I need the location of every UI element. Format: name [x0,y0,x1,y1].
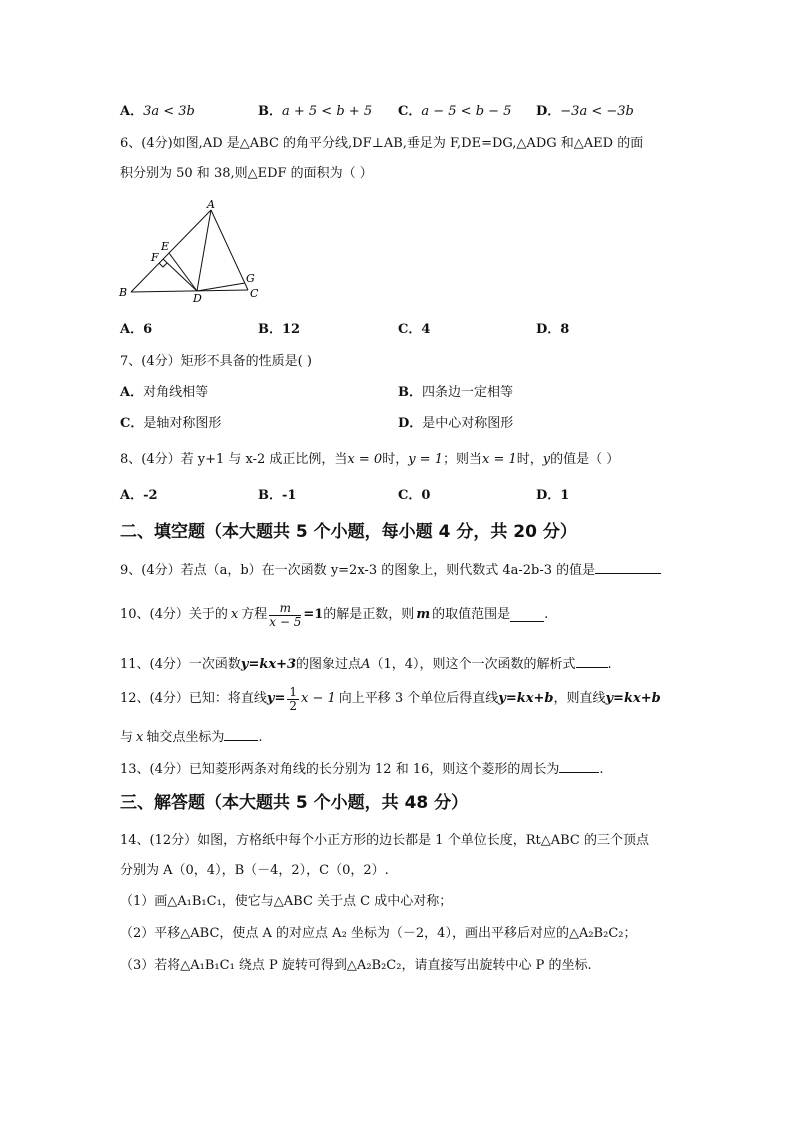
q6-option-d [536,322,569,338]
q5-option-d [536,104,634,120]
q8-stem-a: 8、(4分）若 y+1 与 x-2 成正比例，当 [120,452,348,467]
option-text: -1 [282,488,297,503]
segment-ac [211,210,248,290]
q12-y-eq: y= [266,691,286,706]
q8-cond-3: x = 1 [482,452,517,467]
q11-func: y=kx+3 [240,657,297,672]
q9-answer-blank[interactable] [595,561,661,574]
q7-option-b [398,385,513,401]
label-e: E [161,240,170,253]
q13 [120,760,604,778]
q9-text: 9、(4分）若点（a，b）在一次函数 y=2x-3 的图象上，则代数式 4a-2b-3 的值是 [120,563,596,578]
q8-cond-2: y = 1 [408,452,443,467]
label-d: D [193,292,202,303]
q10-fraction [269,602,301,629]
q8-stem-e: 的值是（ ） [550,452,620,467]
q14-line2: 分别为 A（0，4），B（－4，2），C（0，2）. [120,863,389,878]
q13-end: . [599,762,604,777]
q12-line-1: y=kx+b [498,691,554,706]
q10-var-x: x [230,607,239,622]
q8-stem-b: 时， [382,452,409,467]
q10-pre: 10、(4分）关于的 [120,607,228,622]
option-text: 8 [560,322,570,337]
q8-stem-c: ；则当 [442,452,482,467]
q11-answer-blank[interactable] [576,655,608,668]
q11 [120,655,612,673]
q9 [120,561,661,579]
q12-denominator: 2 [289,698,297,713]
q11-pre: 11、(4分）一次函数 [120,657,241,672]
option-label: B． [258,322,282,337]
q10-end: . [544,607,549,622]
q8-option-c [398,488,430,504]
option-text: 1 [560,488,570,503]
q12-answer-blank[interactable] [224,728,258,741]
q10-mid: 方程 [241,607,268,622]
q5-option-c [398,104,511,120]
q12-rest: x − 1 [300,691,336,706]
option-text: -2 [143,488,158,503]
option-label: A． [120,488,144,503]
q10-var-m: m [416,607,431,622]
option-label: D． [536,104,561,119]
option-expr: a − 5 < b − 5 [421,104,512,119]
section-3-title: 三、解答题（本大题共 5 个小题，共 48 分） [120,793,469,813]
option-label: A． [120,385,144,400]
label-a: A [207,198,215,211]
option-label: A． [120,104,144,119]
label-b: B [119,286,128,299]
segment-bc [131,290,248,292]
section-2-title: 二、填空题（本大题共 5 个小题，每小题 4 分，共 20 分） [120,522,577,542]
q11-coords: （1，4），则这个一次函数的解析式 [370,657,576,672]
q12-line2-x: x [136,730,144,745]
q10-post-b: 的取值范围是 [432,607,511,622]
q5-option-b [258,104,372,120]
q14-sub2: （2）平移△ABC，使点 A 的对应点 A₂ 坐标为（－2，4），画出平移后对应的△A₂B₂C₂； [120,926,637,941]
q6-option-b [258,322,300,338]
q10 [120,598,548,632]
option-label: D． [536,322,561,337]
option-label: B． [398,385,422,400]
option-text: 是轴对称图形 [143,416,222,431]
q7-option-c [120,416,221,432]
option-label: D． [536,488,561,503]
option-label: C． [398,104,422,119]
q12-line2-post: 轴交点坐标为 [146,730,225,745]
q12-line-2: y=kx+b [605,691,661,706]
q12-end: . [258,730,263,745]
q8-cond-1: x = 0 [347,452,383,467]
option-text: 是中心对称图形 [422,416,514,431]
q12-line2-pre: 与 [120,730,134,745]
q10-answer-blank[interactable] [510,609,544,622]
q12-line1 [120,682,661,716]
option-label: C． [398,488,422,503]
q8-stem-d: 时， [516,452,543,467]
segment-de [169,253,197,291]
q12-line2 [120,728,263,746]
option-label: B． [258,104,282,119]
q13-text: 13、(4分）已知菱形两条对角线的长分别为 12 和 16，则这个菱形的周长为 [120,762,560,777]
q6-stem-line1: 6、(4分)如图,AD 是△ABC 的角平分线,DF⊥AB,垂足为 F,DE=DG,△ADG 和△AED 的面 [120,136,644,151]
option-text: 对角线相等 [143,385,209,400]
option-expr: 3a < 3b [143,104,195,119]
q6-option-c [398,322,430,338]
q8-option-a [120,488,158,504]
segment-df [163,259,197,291]
option-text: 12 [282,322,301,337]
q8-option-b [258,488,296,504]
option-text: 四条边一定相等 [422,385,514,400]
q13-answer-blank[interactable] [559,760,599,773]
q12-numerator: 1 [289,684,297,699]
q5-option-a [120,104,195,120]
option-label: B． [258,488,282,503]
q8-stem [120,452,619,468]
label-c: C [250,287,259,300]
option-text: 4 [421,322,431,337]
q6-option-a [120,322,152,338]
option-label: A． [120,322,144,337]
q14-sub1: （1）画△A₁B₁C₁，使它与△ABC 关于点 C 成中心对称； [120,894,453,909]
option-expr: a + 5 < b + 5 [282,104,373,119]
q12-mid: 向上平移 3 个单位后得直线 [338,691,499,706]
option-expr: −3a < −3b [560,104,634,119]
q6-stem-line2: 积分别为 50 和 38,则△EDF 的面积为（ ） [120,166,373,181]
option-text: 0 [421,488,431,503]
option-label: C． [398,322,422,337]
q12-mid2: ，则直线 [553,691,606,706]
q11-mid: 的图象过点 [296,657,362,672]
q14-sub3: （3）若将△A₁B₁C₁ 绕点 P 旋转可得到△A₂B₂C₂，请直接写出旋转中心 P 的坐标. [120,958,592,973]
q8-option-d [536,488,569,504]
q10-post-a: 的解是正数，则 [323,607,415,622]
q11-end: . [607,657,612,672]
q10-numerator: m [269,602,301,616]
q10-eq: =1 [303,607,324,622]
q10-denominator: x − 5 [269,614,302,629]
option-label: C． [120,416,144,431]
q14-line1: 14、(12分）如图，方格纸中每个小正方形的边长都是 1 个单位长度，Rt△ABC 的三个顶点 [120,833,649,848]
label-g: G [246,272,255,285]
option-label: D． [398,416,423,431]
q12-pre: 12、(4分）已知：将直线 [120,691,267,706]
q8-var-y: y [542,452,551,467]
right-angle-mark [159,263,167,267]
q7-option-d [398,416,513,432]
q7-stem: 7、(4分）矩形不具备的性质是( ) [120,354,312,369]
option-text: 6 [143,322,153,337]
q11-point: A [361,657,371,672]
q12-fraction [287,686,299,713]
q7-option-a [120,385,208,401]
label-f: F [151,251,159,264]
q6-triangle-figure [115,198,270,303]
